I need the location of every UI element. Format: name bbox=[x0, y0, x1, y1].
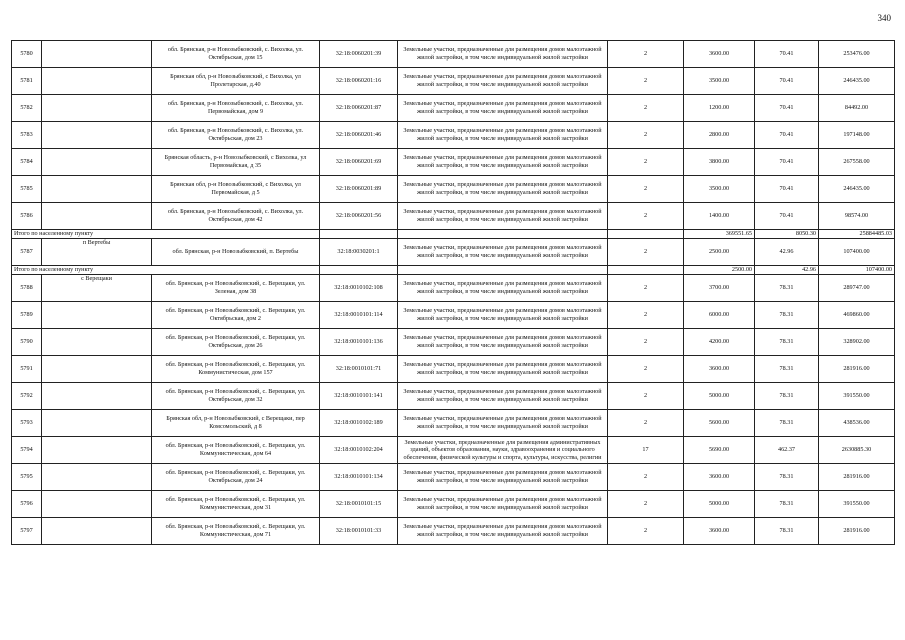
total-rate: 42.96 bbox=[755, 266, 819, 275]
parcel-row bbox=[12, 203, 895, 230]
row-number: 5792 bbox=[12, 383, 42, 410]
land-use-group: 2 bbox=[608, 356, 684, 383]
land-use-type: Земельные участки, предназначенные для размещения домов малоэтажной жилой застройки, в том числе индивидуальной жилой застройки bbox=[398, 302, 608, 329]
land-use-group: 2 bbox=[608, 41, 684, 68]
parcel-area: 3600.00 bbox=[684, 518, 755, 545]
parcel-address: обл. Брянская, р-н Новозыбковский, с. Вихолка, ул. Октябрьская, дом 42 bbox=[152, 203, 320, 230]
land-use-type: Земельные участки, предназначенные для размещения домов малоэтажной жилой застройки, в том числе индивидуальной жилой застройки bbox=[398, 410, 608, 437]
parcel-area: 5690.00 bbox=[684, 437, 755, 464]
row-number: 5782 bbox=[12, 95, 42, 122]
land-use-group: 2 bbox=[608, 491, 684, 518]
row-number: 5789 bbox=[12, 302, 42, 329]
row-number: 5791 bbox=[12, 356, 42, 383]
land-use-group: 2 bbox=[608, 122, 684, 149]
parcel-area: 3500.00 bbox=[684, 176, 755, 203]
cadastral-value: 84492.00 bbox=[819, 95, 895, 122]
land-use-type: Земельные участки, предназначенные для размещения домов малоэтажной жилой застройки, в том числе индивидуальной жилой застройки bbox=[398, 464, 608, 491]
specific-value: 78.31 bbox=[755, 518, 819, 545]
land-use-group: 2 bbox=[608, 149, 684, 176]
settlement-name bbox=[42, 41, 152, 68]
land-use-type: Земельные участки, предназначенные для размещения домов малоэтажной жилой застройки, в том числе индивидуальной жилой застройки bbox=[398, 491, 608, 518]
parcel-area: 1200.00 bbox=[684, 95, 755, 122]
specific-value: 70.41 bbox=[755, 95, 819, 122]
specific-value: 78.31 bbox=[755, 410, 819, 437]
specific-value: 70.41 bbox=[755, 122, 819, 149]
cadastral-number: 32:18:0010101:71 bbox=[320, 356, 398, 383]
settlement-name bbox=[42, 122, 152, 149]
parcel-address: обл. Брянская, р-н Новозыбковский, с. Вихолка, ул. Первомайская, дом 9 bbox=[152, 95, 320, 122]
row-number: 5780 bbox=[12, 41, 42, 68]
parcel-address: обл. Брянская, р-н Новозыбковский, с. Верещаки, ул. Коммунистическая, дом 31 bbox=[152, 491, 320, 518]
cadastral-number: 32:18:0060201:69 bbox=[320, 149, 398, 176]
land-use-group: 2 bbox=[608, 329, 684, 356]
total-value: 107400.00 bbox=[819, 266, 895, 275]
parcel-address: обл. Брянская, р-н Новозыбковский, с. Вихолка, ул. Октябрьская, дом 15 bbox=[152, 41, 320, 68]
specific-value: 78.31 bbox=[755, 464, 819, 491]
settlement-name bbox=[42, 149, 152, 176]
cadastral-value: 289747.00 bbox=[819, 275, 895, 302]
row-number: 5781 bbox=[12, 68, 42, 95]
row-number: 5795 bbox=[12, 464, 42, 491]
land-use-group: 2 bbox=[608, 464, 684, 491]
cadastral-number: 32:18:0010101:141 bbox=[320, 383, 398, 410]
parcel-area: 3600.00 bbox=[684, 464, 755, 491]
row-number: 5794 bbox=[12, 437, 42, 464]
cadastral-value: 267558.00 bbox=[819, 149, 895, 176]
land-use-group: 2 bbox=[608, 410, 684, 437]
land-use-type: Земельные участки, предназначенные для размещения домов малоэтажной жилой застройки, в том числе индивидуальной жилой застройки bbox=[398, 203, 608, 230]
cadastral-value: 281916.00 bbox=[819, 518, 895, 545]
cadastral-value: 328902.00 bbox=[819, 329, 895, 356]
specific-value: 42.96 bbox=[755, 239, 819, 266]
specific-value: 78.31 bbox=[755, 491, 819, 518]
parcel-row bbox=[12, 149, 895, 176]
cadastral-value: 246435.00 bbox=[819, 68, 895, 95]
parcel-row bbox=[12, 329, 895, 356]
parcel-row bbox=[12, 275, 895, 302]
total-label: Итого по населенному пункту bbox=[12, 230, 320, 239]
total-area: 2500.00 bbox=[684, 266, 755, 275]
land-use-type: Земельные участки, предназначенные для размещения домов малоэтажной жилой застройки, в том числе индивидуальной жилой застройки bbox=[398, 275, 608, 302]
cadastral-value: 2630885.30 bbox=[819, 437, 895, 464]
parcel-area: 5600.00 bbox=[684, 410, 755, 437]
settlement-name: п Вертебы bbox=[42, 239, 152, 266]
land-use-group: 2 bbox=[608, 176, 684, 203]
cadastral-number: 32:18:0010102:204 bbox=[320, 437, 398, 464]
row-number: 5787 bbox=[12, 239, 42, 266]
cadastral-number: 32:18:0060201:16 bbox=[320, 68, 398, 95]
settlement-name bbox=[42, 329, 152, 356]
cadastral-value: 391550.00 bbox=[819, 383, 895, 410]
land-use-type: Земельные участки, предназначенные для размещения домов малоэтажной жилой застройки, в том числе индивидуальной жилой застройки bbox=[398, 95, 608, 122]
settlement-name bbox=[42, 302, 152, 329]
parcel-row bbox=[12, 68, 895, 95]
land-use-group: 2 bbox=[608, 68, 684, 95]
parcel-area: 2800.00 bbox=[684, 122, 755, 149]
row-number: 5790 bbox=[12, 329, 42, 356]
settlement-total-row bbox=[12, 266, 895, 275]
settlement-name bbox=[42, 356, 152, 383]
row-number: 5784 bbox=[12, 149, 42, 176]
parcel-address: Брянская обл, р-н Новозыбковский, с Вихолка, ул Пролетарская, д.40 bbox=[152, 68, 320, 95]
settlement-name bbox=[42, 176, 152, 203]
parcel-address: обл. Брянская, р-н Новозыбковский, с. Верещаки, ул. Коммунистическая, дом 64 bbox=[152, 437, 320, 464]
empty-cell bbox=[320, 266, 398, 275]
page-number: 340 bbox=[877, 13, 891, 23]
parcel-row bbox=[12, 491, 895, 518]
parcel-row bbox=[12, 302, 895, 329]
total-rate: 8050.30 bbox=[755, 230, 819, 239]
specific-value: 78.31 bbox=[755, 383, 819, 410]
specific-value: 78.31 bbox=[755, 329, 819, 356]
parcel-row bbox=[12, 122, 895, 149]
cadastral-value: 438536.00 bbox=[819, 410, 895, 437]
land-use-group: 2 bbox=[608, 302, 684, 329]
land-use-type: Земельные участки, предназначенные для размещения домов малоэтажной жилой застройки, в том числе индивидуальной жилой застройки bbox=[398, 356, 608, 383]
land-use-group: 2 bbox=[608, 239, 684, 266]
parcel-row bbox=[12, 518, 895, 545]
land-use-type: Земельные участки, предназначенные для размещения административных зданий, объектов образования, науки, здравоохранения и социального обеспечения, физической культуры и спорта, культуры, искусства, религии bbox=[398, 437, 608, 464]
row-number: 5785 bbox=[12, 176, 42, 203]
parcel-row bbox=[12, 95, 895, 122]
cadastral-number: 32:18:0010101:33 bbox=[320, 518, 398, 545]
land-use-type: Земельные участки, предназначенные для размещения домов малоэтажной жилой застройки, в том числе индивидуальной жилой застройки bbox=[398, 68, 608, 95]
settlement-name bbox=[42, 95, 152, 122]
parcel-area: 3600.00 bbox=[684, 41, 755, 68]
land-use-type: Земельные участки, предназначенные для размещения домов малоэтажной жилой застройки, в том числе индивидуальной жилой застройки bbox=[398, 239, 608, 266]
settlement-name bbox=[42, 383, 152, 410]
cadastral-number: 32:18:0010102:108 bbox=[320, 275, 398, 302]
total-area: 369551.65 bbox=[684, 230, 755, 239]
parcel-area: 2500.00 bbox=[684, 239, 755, 266]
parcel-address: обл. Брянская, р-н Новозыбковский, с. Верещаки, ул. Октябрьская, дом 24 bbox=[152, 464, 320, 491]
total-label: Итого по населенному пункту bbox=[12, 266, 320, 275]
parcel-area: 3800.00 bbox=[684, 149, 755, 176]
specific-value: 78.31 bbox=[755, 356, 819, 383]
land-use-group: 2 bbox=[608, 203, 684, 230]
parcel-address: обл. Брянская, р-н Новозыбковский, с. Верещаки, ул. Октябрьская, дом 32 bbox=[152, 383, 320, 410]
empty-cell bbox=[398, 230, 608, 239]
land-use-type: Земельные участки, предназначенные для размещения домов малоэтажной жилой застройки, в том числе индивидуальной жилой застройки bbox=[398, 176, 608, 203]
specific-value: 462.37 bbox=[755, 437, 819, 464]
parcel-address: обл. Брянская, р-н Новозыбковский, с. Вихолка, ул. Октябрьская, дом 23 bbox=[152, 122, 320, 149]
parcel-address: Брянская обл, р-н Новозыбковский, с Вихолка, ул Первомайская, д 5 bbox=[152, 176, 320, 203]
cadastral-number: 32:18:0060201:89 bbox=[320, 176, 398, 203]
specific-value: 70.41 bbox=[755, 149, 819, 176]
specific-value: 70.41 bbox=[755, 68, 819, 95]
settlement-name bbox=[42, 464, 152, 491]
parcel-address: Брянская обл, р-н Новозыбковский, с Верещаки, пер Комсомольский, д 8 bbox=[152, 410, 320, 437]
row-number: 5786 bbox=[12, 203, 42, 230]
specific-value: 70.41 bbox=[755, 41, 819, 68]
parcel-area: 4200.00 bbox=[684, 329, 755, 356]
land-use-type: Земельные участки, предназначенные для размещения домов малоэтажной жилой застройки, в том числе индивидуальной жилой застройки bbox=[398, 518, 608, 545]
land-use-group: 2 bbox=[608, 518, 684, 545]
cadastral-value: 246435.00 bbox=[819, 176, 895, 203]
cadastral-value: 391550.00 bbox=[819, 491, 895, 518]
row-number: 5783 bbox=[12, 122, 42, 149]
cadastral-value-table bbox=[11, 40, 895, 545]
settlement-name bbox=[42, 68, 152, 95]
cadastral-number: 32:18:0030201:1 bbox=[320, 239, 398, 266]
parcel-address: обл. Брянская, р-н Новозыбковский, с. Верещаки, ул. Коммунистическая, дом 71 bbox=[152, 518, 320, 545]
parcel-row bbox=[12, 464, 895, 491]
land-use-type: Земельные участки, предназначенные для размещения домов малоэтажной жилой застройки, в том числе индивидуальной жилой застройки bbox=[398, 41, 608, 68]
settlement-name bbox=[42, 437, 152, 464]
parcel-area: 6000.00 bbox=[684, 302, 755, 329]
parcel-area: 1400.00 bbox=[684, 203, 755, 230]
parcel-row bbox=[12, 356, 895, 383]
cadastral-value: 98574.00 bbox=[819, 203, 895, 230]
settlement-total-row bbox=[12, 230, 895, 239]
row-number: 5793 bbox=[12, 410, 42, 437]
parcel-row bbox=[12, 383, 895, 410]
parcel-area: 3600.00 bbox=[684, 356, 755, 383]
specific-value: 70.41 bbox=[755, 176, 819, 203]
land-use-group: 2 bbox=[608, 383, 684, 410]
settlement-name bbox=[42, 203, 152, 230]
cadastral-number: 32:18:0010101:134 bbox=[320, 464, 398, 491]
cadastral-value: 281916.00 bbox=[819, 464, 895, 491]
parcel-address: обл. Брянская, р-н Новозыбковский, с. Верещаки, ул. Зеленая, дом 38 bbox=[152, 275, 320, 302]
parcel-row bbox=[12, 239, 895, 266]
cadastral-number: 32:18:0010101:114 bbox=[320, 302, 398, 329]
land-use-type: Земельные участки, предназначенные для размещения домов малоэтажной жилой застройки, в том числе индивидуальной жилой застройки bbox=[398, 149, 608, 176]
cadastral-value: 253476.00 bbox=[819, 41, 895, 68]
parcel-address: обл. Брянская, р-н Новозыбковский, с. Верещаки, ул. Октябрьская, дом 26 bbox=[152, 329, 320, 356]
parcel-address: Брянская область, р-н Новозыбковский, с Вихолка, ул Первомайская, д 35 bbox=[152, 149, 320, 176]
cadastral-number: 32:18:0060201:39 bbox=[320, 41, 398, 68]
cadastral-value: 281916.00 bbox=[819, 356, 895, 383]
parcel-row bbox=[12, 437, 895, 464]
land-use-group: 2 bbox=[608, 275, 684, 302]
parcel-area: 3500.00 bbox=[684, 68, 755, 95]
row-number: 5796 bbox=[12, 491, 42, 518]
settlement-name bbox=[42, 410, 152, 437]
land-use-type: Земельные участки, предназначенные для размещения домов малоэтажной жилой застройки, в том числе индивидуальной жилой застройки bbox=[398, 383, 608, 410]
cadastral-value: 469860.00 bbox=[819, 302, 895, 329]
parcel-row bbox=[12, 410, 895, 437]
settlement-name bbox=[42, 518, 152, 545]
parcel-address: обл. Брянская, р-н Новозыбковский, с. Верещаки, ул. Коммунистическая, дом 157 bbox=[152, 356, 320, 383]
parcel-address: обл. Брянская, р-н Новозыбковский, с. Верещаки, ул. Октябрьская, дом 2 bbox=[152, 302, 320, 329]
parcel-area: 3700.00 bbox=[684, 275, 755, 302]
row-number: 5788 bbox=[12, 275, 42, 302]
land-use-group: 2 bbox=[608, 95, 684, 122]
cadastral-number: 32:18:0010101:15 bbox=[320, 491, 398, 518]
parcel-row bbox=[12, 176, 895, 203]
cadastral-number: 32:18:0060201:46 bbox=[320, 122, 398, 149]
cadastral-number: 32:18:0060201:56 bbox=[320, 203, 398, 230]
row-number: 5797 bbox=[12, 518, 42, 545]
land-use-group: 17 bbox=[608, 437, 684, 464]
parcel-area: 5000.00 bbox=[684, 491, 755, 518]
total-value: 25884485.03 bbox=[819, 230, 895, 239]
settlement-name bbox=[42, 491, 152, 518]
empty-cell bbox=[608, 230, 684, 239]
settlement-name: с Верещаки bbox=[42, 275, 152, 302]
empty-cell bbox=[398, 266, 608, 275]
parcel-area: 5000.00 bbox=[684, 383, 755, 410]
cadastral-value: 197148.00 bbox=[819, 122, 895, 149]
land-use-type: Земельные участки, предназначенные для размещения домов малоэтажной жилой застройки, в том числе индивидуальной жилой застройки bbox=[398, 122, 608, 149]
empty-cell bbox=[608, 266, 684, 275]
cadastral-value: 107400.00 bbox=[819, 239, 895, 266]
specific-value: 78.31 bbox=[755, 275, 819, 302]
empty-cell bbox=[320, 230, 398, 239]
specific-value: 78.31 bbox=[755, 302, 819, 329]
cadastral-number: 32:18:0010101:136 bbox=[320, 329, 398, 356]
parcel-row bbox=[12, 41, 895, 68]
cadastral-number: 32:18:0010102:189 bbox=[320, 410, 398, 437]
specific-value: 70.41 bbox=[755, 203, 819, 230]
parcel-address: обл. Брянская, р-н Новозыбковский, п. Вертебы bbox=[152, 239, 320, 266]
land-use-type: Земельные участки, предназначенные для размещения домов малоэтажной жилой застройки, в том числе индивидуальной жилой застройки bbox=[398, 329, 608, 356]
cadastral-number: 32:18:0060201:87 bbox=[320, 95, 398, 122]
